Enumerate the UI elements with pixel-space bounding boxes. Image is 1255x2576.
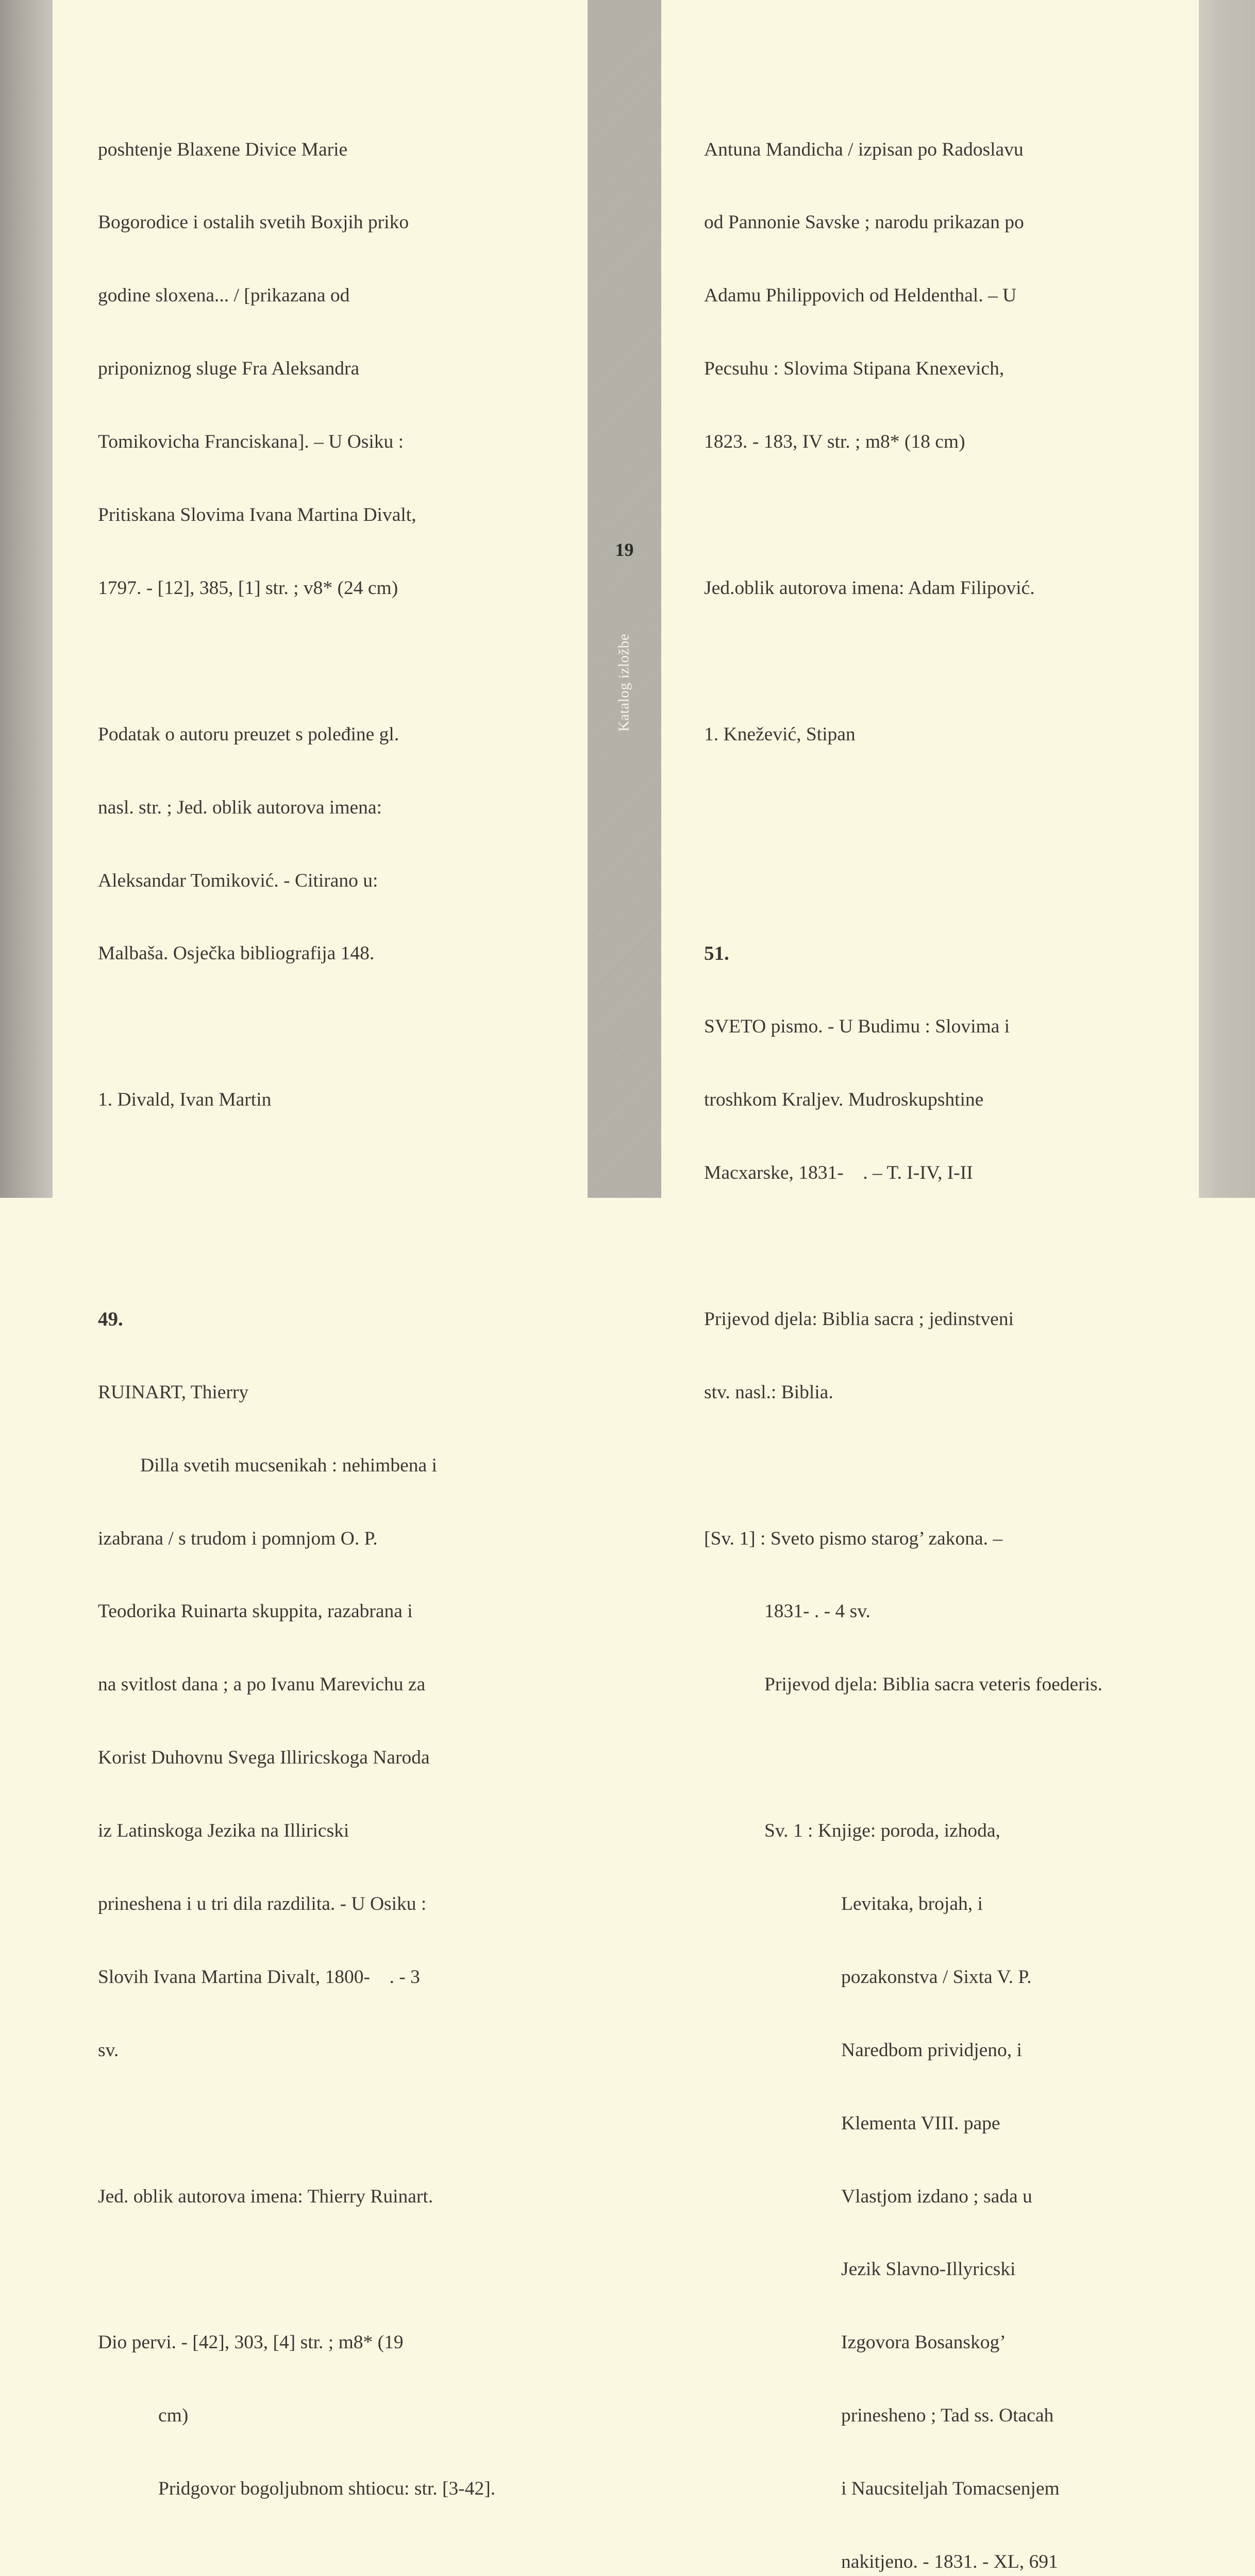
text-line: priponiznog sluge Fra Aleksandra — [98, 358, 360, 380]
book-edge-right — [1199, 0, 1255, 1198]
text-line: Pritiskana Slovima Ivana Martina Divalt, — [98, 504, 416, 526]
text-line: 1797. - [12], 385, [1] str. ; v8* (24 cm) — [98, 577, 398, 599]
text-line: 1. Knežević, Stipan — [704, 723, 856, 745]
blank-line — [98, 649, 495, 673]
text-line: 1831- . - 4 sv. — [764, 1601, 871, 1622]
text-line: Jed.oblik autorova imena: Adam Filipović. — [704, 577, 1035, 599]
text-line: Teodorika Ruinarta skuppita, razabrana i — [98, 1601, 413, 1622]
blank-line — [98, 1161, 495, 1185]
text-line: Bogorodice i ostalih svetih Boxjih priko — [98, 212, 409, 233]
text-line: Dilla svetih mucsenikah : nehimbena i — [140, 1454, 437, 1476]
text-line: Pecsuhu : Slovima Stipana Knexevich, — [704, 358, 1005, 380]
text-line: od Pannonie Savske ; narodu prikazan po — [704, 212, 1024, 233]
text-line: sv. — [98, 2039, 119, 2061]
text-line: Jezik Slavno-Illyricski — [841, 2259, 1016, 2280]
text-line: Sv. 1 : Knjige: poroda, izhoda, — [764, 1820, 1000, 1842]
blank-line — [704, 795, 1102, 820]
blank-line — [98, 2257, 495, 2281]
entry-number: 51. — [704, 942, 729, 965]
blank-line — [704, 869, 1102, 893]
text-line: 1. Divald, Ivan Martin — [98, 1089, 272, 1111]
text-line: nakitjeno. - 1831. - XL, 691 — [841, 2551, 1058, 2572]
entry-author: RUINART, Thierry — [98, 1381, 249, 1403]
text-line: iz Latinskoga Jezika na Illiricski — [98, 1820, 349, 1842]
text-line: na svitlost dana ; a po Ivanu Marevichu za — [98, 1674, 426, 1696]
text-line: Podatak o autoru preuzet s poleđine gl. — [98, 723, 399, 745]
text-line: nasl. str. ; Jed. oblik autorova imena: — [98, 796, 382, 818]
blank-line — [704, 1234, 1102, 1258]
text-line: Naredbom prividjeno, i — [841, 2039, 1022, 2061]
book-gutter — [588, 0, 661, 1198]
blank-line — [98, 1234, 495, 1258]
text-line: [Sv. 1] : Sveto pismo starog’ zakona. – — [704, 1528, 1003, 1549]
text-line: Jed. oblik autorova imena: Thierry Ruinart. — [98, 2185, 433, 2207]
text-line: prinesheno ; Tad ss. Otacah — [841, 2405, 1054, 2427]
text-line: Aleksandar Tomiković. - Citirano u: — [98, 870, 378, 891]
text-line: cm) — [158, 2405, 189, 2427]
text-line: Antuna Mandicha / izpisan po Radoslavu — [704, 139, 1024, 160]
text-line: Tomikovicha Franciskana]. – U Osiku : — [98, 431, 404, 453]
text-line: Macxarske, 1831- . – T. I-IV, I-II — [704, 1162, 973, 1184]
text-line: Pridgovor bogoljubnom shtiocu: str. [3-42]. — [158, 2478, 496, 2500]
text-line: poshtenje Blaxene Divice Marie — [98, 139, 348, 160]
text-line: Vlastjom izdano ; sada u — [841, 2185, 1032, 2207]
blank-line — [98, 2111, 495, 2136]
entry-number: 49. — [98, 1308, 123, 1330]
running-title: Katalog izložbe — [615, 633, 632, 732]
text-line: Izgovora Bosanskog’ — [841, 2332, 1006, 2353]
book-edge-left — [0, 0, 53, 1198]
text-line: Levitaka, brojah, i — [841, 1893, 983, 1914]
blank-line — [704, 649, 1102, 673]
page-number: 19 — [615, 539, 634, 560]
text-line: prineshena i u tri dila razdilita. - U Osiku : — [98, 1893, 427, 1914]
blank-line — [98, 1014, 495, 1039]
blank-line — [98, 2550, 495, 2574]
text-line: godine sloxena... / [prikazana od — [98, 285, 350, 307]
entry-title: SVETO pismo. - U Budimu : Slovima i — [704, 1016, 1010, 1038]
text-line: troshkom Kraljev. Mudroskupshtine — [704, 1089, 984, 1111]
text-line: Korist Duhovnu Svega Illiricskoga Naroda — [98, 1747, 430, 1769]
blank-line — [704, 503, 1102, 527]
blank-line — [704, 1745, 1102, 1770]
text-line: pozakonstva / Sixta V. P. — [841, 1966, 1032, 1988]
left-column-text — [98, 89, 495, 2576]
blank-line — [704, 1453, 1102, 1478]
text-line: Malbaša. Osječka bibliografija 148. — [98, 943, 375, 964]
text-line: stv. nasl.: Biblia. — [704, 1381, 833, 1403]
text-line: Prijevod djela: Biblia sacra veteris foederis. — [764, 1674, 1103, 1696]
text-line: izabrana / s trudom i pomnjom O. P. — [98, 1528, 378, 1549]
text-line: Prijevod djela: Biblia sacra ; jedinstveni — [704, 1308, 1014, 1330]
right-column-text — [704, 89, 1102, 2576]
text-line: Dio pervi. - [42], 303, [4] str. ; m8* (19 — [98, 2332, 404, 2353]
text-line: Adamu Philippovich od Heldenthal. – U — [704, 285, 1017, 307]
text-line: i Naucsiteljah Tomacsenjem — [841, 2478, 1060, 2500]
text-line: Slovih Ivana Martina Divalt, 1800- . - 3 — [98, 1966, 420, 1988]
text-line: 1823. - 183, IV str. ; m8* (18 cm) — [704, 431, 965, 453]
text-line: Klementa VIII. pape — [841, 2112, 1000, 2134]
